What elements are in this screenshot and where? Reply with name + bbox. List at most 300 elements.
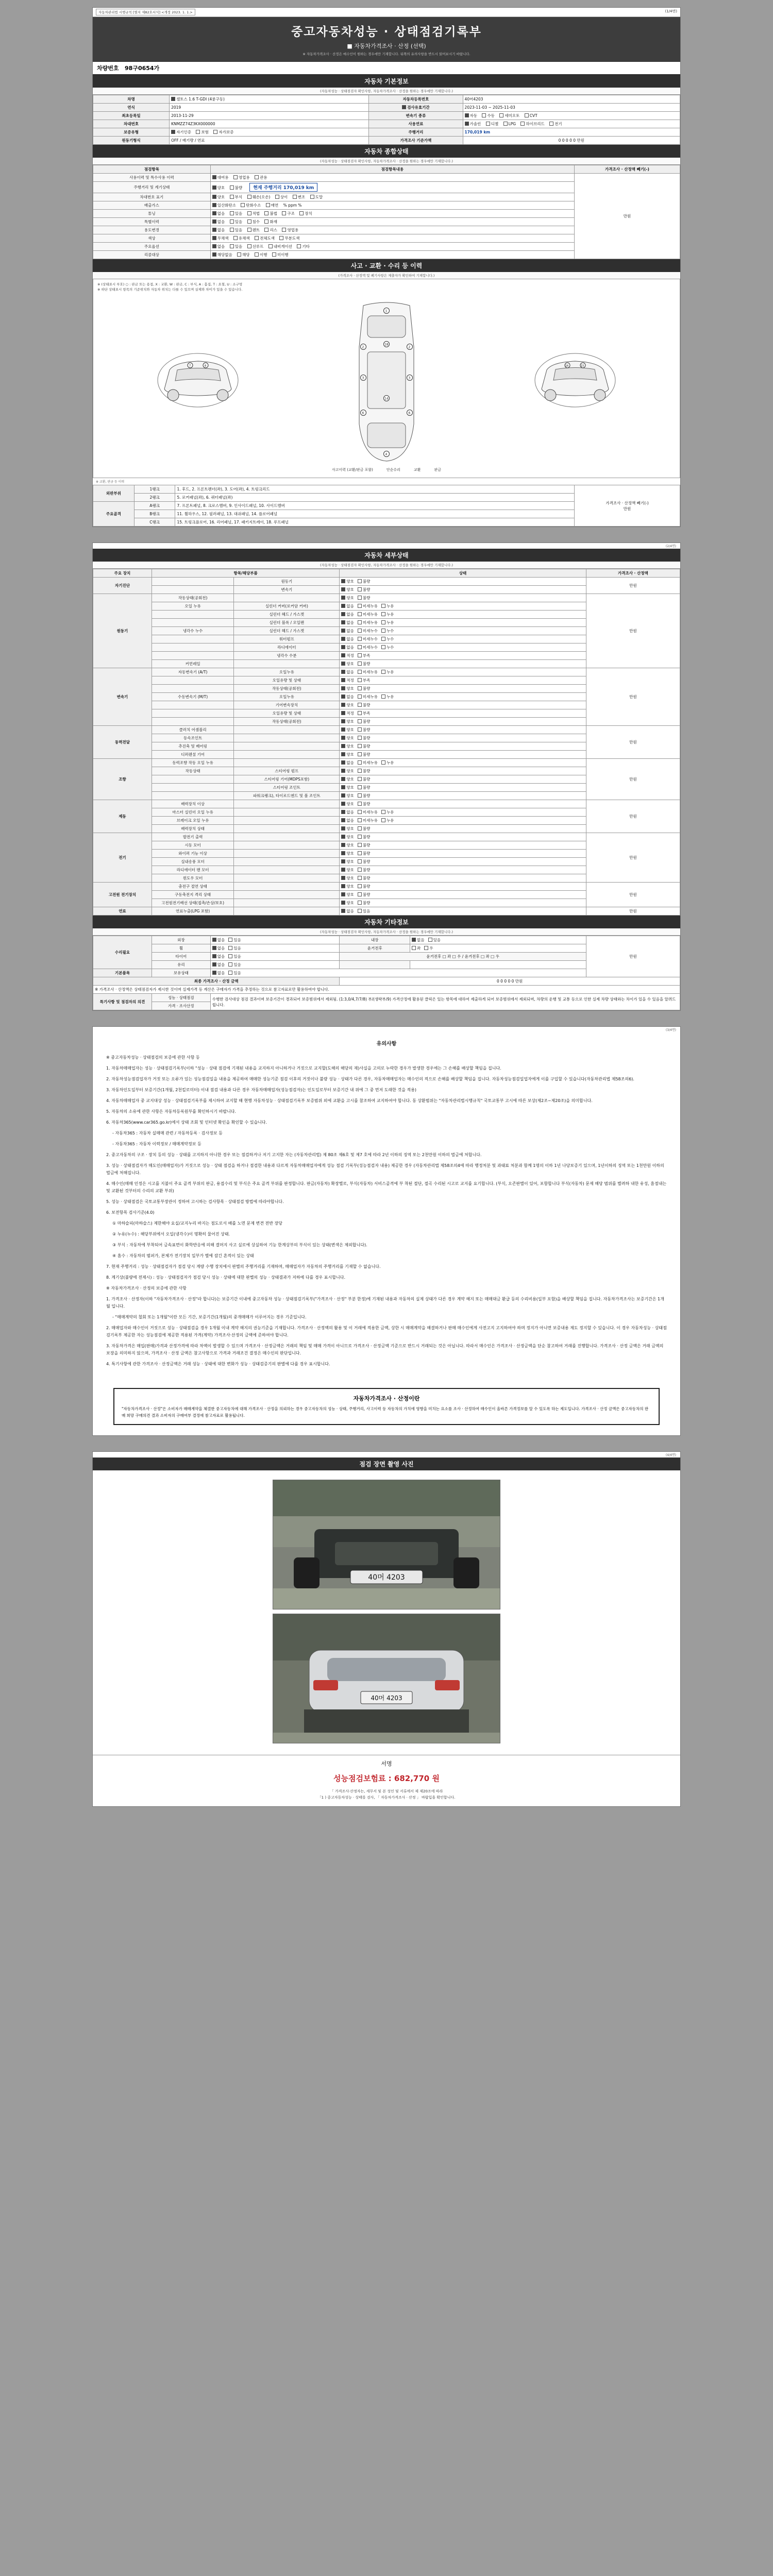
- checkbox-icon[interactable]: [358, 736, 362, 740]
- transmission-auto[interactable]: 자동: [465, 113, 478, 118]
- transmission-manual[interactable]: 수동: [482, 113, 495, 118]
- detail-opt-0-1-0[interactable]: 양호: [341, 587, 354, 592]
- detail-opt-0-0-1[interactable]: 불량: [358, 579, 371, 584]
- detail-item-1-4: 냉각수 누수: [152, 627, 233, 635]
- page-number-4: (4/4면): [665, 1453, 676, 1458]
- tuning-device[interactable]: 장치: [299, 211, 312, 216]
- transmission-semi[interactable]: 세미오토: [499, 113, 519, 118]
- checkbox-icon[interactable]: [358, 719, 362, 723]
- checkbox-icon[interactable]: [341, 818, 345, 822]
- detail-opt-3-0-1[interactable]: 불량: [358, 727, 371, 733]
- checkbox-icon[interactable]: [341, 835, 345, 839]
- checkbox-icon[interactable]: [341, 909, 345, 913]
- checkbox-icon[interactable]: [358, 760, 362, 765]
- detail-opt-1-1-2[interactable]: 누유: [381, 603, 394, 609]
- usechange-biz[interactable]: 영업용: [282, 227, 298, 233]
- detail-opt-1-7-1[interactable]: 부족: [358, 653, 371, 658]
- basic-label-4: 보증유형: [93, 128, 170, 136]
- checkbox-icon[interactable]: [341, 629, 345, 633]
- checkbox-icon[interactable]: [341, 802, 345, 806]
- detail-opt-4-1-1[interactable]: 불량: [358, 768, 371, 774]
- detail-part-2-0: 오일누유: [234, 668, 340, 676]
- fee-value: 682,770 원: [394, 1774, 440, 1784]
- vin-different[interactable]: 상이: [275, 194, 288, 200]
- detail-opt-6-3-1[interactable]: 불량: [358, 859, 371, 865]
- checkbox-icon[interactable]: [341, 645, 345, 649]
- checkbox-icon[interactable]: [358, 835, 362, 839]
- fuel-hybrid[interactable]: 하이브리드: [520, 121, 544, 127]
- overall-row-9-opts: [210, 250, 574, 259]
- detail-opt-1-8-0[interactable]: 양호: [341, 661, 354, 667]
- usechange-yes[interactable]: 있음: [230, 227, 243, 233]
- special-none[interactable]: 없음: [212, 219, 225, 225]
- checkbox-icon[interactable]: [341, 769, 345, 773]
- usechange-lease[interactable]: 리스: [264, 227, 277, 233]
- detail-opt-5-1-0[interactable]: 없음: [341, 809, 354, 815]
- detail-opt-1-6-2[interactable]: 누수: [381, 645, 394, 650]
- checkbox-icon[interactable]: [341, 760, 345, 765]
- overall-row-3-opts: [210, 201, 574, 209]
- detail-opt-3-2-0[interactable]: 양호: [341, 743, 354, 749]
- usechange-rent[interactable]: 렌트: [247, 227, 260, 233]
- color-full-repaint[interactable]: 전체도색: [255, 235, 275, 241]
- detail-part-1-2: 실린더 헤드 / 가스켓: [234, 611, 340, 619]
- detail-opt-1-3-2[interactable]: 누유: [381, 620, 394, 625]
- checkbox-icon[interactable]: [358, 686, 362, 690]
- checkbox-icon[interactable]: [341, 694, 345, 699]
- detail-opt-2-2-1[interactable]: 불량: [358, 686, 371, 691]
- int-none[interactable]: 없음: [412, 937, 425, 943]
- glass-yes[interactable]: 있음: [228, 962, 241, 968]
- track1-left[interactable]: 좌: [412, 945, 421, 951]
- checkbox-icon[interactable]: [358, 587, 362, 591]
- wheel-yes[interactable]: 있음: [228, 945, 241, 951]
- other-minus-cell: 만원: [586, 936, 680, 977]
- detail-opt-1-3-1[interactable]: 미세누유: [358, 620, 378, 625]
- detail-opt-7-1-1[interactable]: 불량: [358, 892, 371, 897]
- detail-opt-3-0-0[interactable]: 양호: [341, 727, 354, 733]
- int-yes[interactable]: 있음: [428, 937, 441, 943]
- checkbox-icon[interactable]: [341, 686, 345, 690]
- checkbox-icon[interactable]: [358, 637, 362, 641]
- checkbox-icon[interactable]: [358, 612, 362, 616]
- detail-opt-5-3-0[interactable]: 양호: [341, 826, 354, 832]
- basicitem-yes[interactable]: 있음: [228, 970, 241, 976]
- checkbox-icon[interactable]: [341, 587, 345, 591]
- checkbox-icon[interactable]: [341, 620, 345, 624]
- checkbox-icon[interactable]: [341, 719, 345, 723]
- detail-opt-2-6-0[interactable]: 양호: [341, 719, 354, 724]
- overall-row-2-name: 차대번호 표기: [93, 193, 211, 201]
- detail-opt-6-1-1[interactable]: 불량: [358, 842, 371, 848]
- checkbox-icon[interactable]: [381, 694, 385, 699]
- detail-opt-4-2-0[interactable]: 양호: [341, 776, 354, 782]
- checkbox-icon[interactable]: [341, 579, 345, 583]
- tuning-structure[interactable]: 구조: [282, 211, 295, 216]
- detail-opt-3-1-0[interactable]: 양호: [341, 735, 354, 741]
- detail-opts-4-0: [340, 759, 586, 767]
- emission-co[interactable]: 일산화탄소: [212, 202, 236, 208]
- detail-opt-4-4-0[interactable]: 양호: [341, 793, 354, 799]
- checkbox-icon[interactable]: [341, 901, 345, 905]
- checkbox-icon[interactable]: [341, 884, 345, 888]
- tuning-illegal[interactable]: 불법: [264, 211, 277, 216]
- fuel-diesel[interactable]: 디젤: [486, 121, 499, 127]
- ext-none[interactable]: 없음: [212, 937, 225, 943]
- detail-part-1-7: 냉각수 수분: [234, 652, 340, 660]
- detail-opt-2-6-1[interactable]: 불량: [358, 719, 371, 724]
- checkbox-icon[interactable]: [358, 892, 362, 896]
- mileage-bad[interactable]: 불량: [230, 185, 243, 191]
- special-fire[interactable]: 화재: [264, 219, 277, 225]
- fuel-lpg[interactable]: LPG: [503, 122, 516, 126]
- option-sunroof[interactable]: 선루프: [247, 244, 264, 249]
- checkbox-icon[interactable]: [358, 703, 362, 707]
- opt-gov[interactable]: 관용: [255, 175, 267, 180]
- color-achromatic[interactable]: 무채색: [212, 235, 229, 241]
- vin-corrosion[interactable]: 부식: [230, 194, 243, 200]
- detail-opt-2-4-0[interactable]: 양호: [341, 702, 354, 708]
- checkbox-icon[interactable]: [358, 678, 362, 682]
- checkbox-icon[interactable]: [358, 744, 362, 748]
- checkbox-icon[interactable]: [381, 620, 385, 624]
- option-yes[interactable]: 있음: [230, 244, 243, 249]
- detail-part-2-3: 오일누유: [234, 693, 340, 701]
- detail-opt-4-3-0[interactable]: 양호: [341, 785, 354, 790]
- vin-erased[interactable]: 도말: [310, 194, 323, 200]
- ext-yes[interactable]: 있음: [228, 937, 241, 943]
- basic-label-0: 차명: [93, 95, 170, 103]
- checkbox-icon[interactable]: [381, 760, 385, 765]
- detail-item-1-7: [152, 652, 233, 660]
- checkbox-icon[interactable]: [358, 810, 362, 814]
- detail-part-1-3: 실린더 블록 / 오일팬: [234, 619, 340, 627]
- detail-opt-4-2-1[interactable]: 불량: [358, 776, 371, 782]
- checkbox-icon[interactable]: [358, 859, 362, 863]
- detail-part-6-1: [234, 841, 340, 850]
- checkbox-icon[interactable]: [381, 612, 385, 616]
- checkbox-icon[interactable]: [358, 620, 362, 624]
- section-other-title-text: 자동차 기타정보: [364, 919, 409, 926]
- detail-opt-7-0-1[interactable]: 불량: [358, 884, 371, 889]
- detail-opt-2-0-0[interactable]: 없음: [341, 669, 354, 675]
- checkbox-icon[interactable]: [381, 604, 385, 608]
- detail-item-2-3: 수동변속기 (M/T): [152, 693, 233, 701]
- detail-opt-6-4-1[interactable]: 불량: [358, 867, 371, 873]
- checkbox-icon[interactable]: [358, 884, 362, 888]
- warranty-self[interactable]: 자기인증: [171, 129, 191, 135]
- checkbox-icon[interactable]: [358, 793, 362, 798]
- detail-minus-2: 만원: [586, 668, 680, 726]
- recall-notdone[interactable]: 미이행: [272, 252, 289, 258]
- checkbox-icon[interactable]: [341, 777, 345, 781]
- detail-opt-2-1-1[interactable]: 부족: [358, 677, 371, 683]
- usechange-none[interactable]: 없음: [212, 227, 225, 233]
- detail-opt-7-0-0[interactable]: 양호: [341, 884, 354, 889]
- table-row: [93, 759, 680, 767]
- checkbox-icon[interactable]: [341, 810, 345, 814]
- detail-part-4-3: 스티어링 조인트: [234, 784, 340, 792]
- recall-na[interactable]: 해당없음: [212, 252, 232, 258]
- detail-opt-6-2-1[interactable]: 불량: [358, 851, 371, 856]
- detail-opt-5-3-1[interactable]: 불량: [358, 826, 371, 832]
- detail-col1: 주요 장치: [93, 569, 152, 578]
- detail-opt-4-0-0[interactable]: 없음: [341, 760, 354, 766]
- detail-opt-7-2-0[interactable]: 양호: [341, 900, 354, 906]
- checkbox-icon[interactable]: [341, 727, 345, 732]
- option-etc[interactable]: 기타: [297, 244, 310, 249]
- detail-opt-6-3-0[interactable]: 양호: [341, 859, 354, 865]
- checkbox-icon[interactable]: [358, 909, 362, 913]
- detail-opt-5-2-2[interactable]: 누유: [381, 818, 394, 823]
- other-item-interior: 내장: [340, 936, 410, 944]
- detail-opt-1-2-2[interactable]: 누유: [381, 612, 394, 617]
- detail-opt-6-5-1[interactable]: 불량: [358, 875, 371, 881]
- detail-opt-1-1-1[interactable]: 미세누유: [358, 603, 378, 609]
- tuning-none[interactable]: 없음: [212, 211, 225, 216]
- detail-opt-2-0-1[interactable]: 미세누유: [358, 669, 378, 675]
- special-yes[interactable]: 있음: [230, 219, 243, 225]
- detail-opt-1-0-1[interactable]: 불량: [358, 595, 371, 601]
- table-row: [93, 103, 680, 111]
- checkbox-icon[interactable]: [358, 645, 362, 649]
- transmission-cvt[interactable]: CVT: [525, 113, 537, 118]
- detail-opt-6-5-0[interactable]: 양호: [341, 875, 354, 881]
- detail-opt-1-3-0[interactable]: 없음: [341, 620, 354, 625]
- checkbox-icon[interactable]: [358, 653, 362, 657]
- detail-opt-1-8-1[interactable]: 불량: [358, 661, 371, 667]
- detail-opt-2-1-0[interactable]: 적정: [341, 677, 354, 683]
- checkbox-icon[interactable]: [341, 752, 345, 756]
- detail-opt-4-1-0[interactable]: 양호: [341, 768, 354, 774]
- detail-opts-1-6: [340, 643, 586, 652]
- fuel-gasoline[interactable]: 가솔린: [465, 121, 481, 127]
- notice-section: [93, 1032, 680, 1381]
- option-none[interactable]: 없음: [212, 244, 225, 249]
- checkbox-icon[interactable]: [341, 711, 345, 715]
- checkbox-icon[interactable]: [341, 892, 345, 896]
- checkbox-icon[interactable]: [358, 670, 362, 674]
- detail-opt-8-0-1[interactable]: 있음: [358, 908, 371, 914]
- basicitem-none[interactable]: 없음: [212, 970, 225, 976]
- detail-opt-4-0-2[interactable]: 누유: [381, 760, 394, 766]
- detail-opt-1-6-0[interactable]: 없음: [341, 645, 354, 650]
- vin-good[interactable]: 양호: [212, 194, 225, 200]
- detail-opt-1-5-1[interactable]: 미세누수: [358, 636, 378, 642]
- checkbox-icon[interactable]: [341, 876, 345, 880]
- notice-list-2: [106, 1151, 667, 1281]
- checkbox-icon[interactable]: [358, 694, 362, 699]
- detail-opt-1-7-0[interactable]: 적정: [341, 653, 354, 658]
- detail-item-0-0: [152, 578, 233, 586]
- detail-opt-1-4-1[interactable]: 미세누수: [358, 628, 378, 634]
- detail-opt-3-1-1[interactable]: 불량: [358, 735, 371, 741]
- detail-opt-1-2-0[interactable]: 없음: [341, 612, 354, 617]
- detail-opt-6-4-0[interactable]: 양호: [341, 867, 354, 873]
- detail-opt-6-2-0[interactable]: 양호: [341, 851, 354, 856]
- detail-opt-4-0-1[interactable]: 미세누유: [358, 760, 378, 766]
- wheel-none[interactable]: 없음: [212, 945, 225, 951]
- detail-opt-1-2-1[interactable]: 미세누유: [358, 612, 378, 617]
- detail-opt-5-0-0[interactable]: 양호: [341, 801, 354, 807]
- checkbox-icon[interactable]: [358, 752, 362, 756]
- checkbox-icon[interactable]: [381, 637, 385, 641]
- checkbox-icon[interactable]: [358, 826, 362, 831]
- detail-opt-0-1-1[interactable]: 불량: [358, 587, 371, 592]
- detail-opt-1-6-1[interactable]: 미세누수: [358, 645, 378, 650]
- checkbox-icon[interactable]: [341, 793, 345, 798]
- detail-opt-2-3-0[interactable]: 없음: [341, 694, 354, 700]
- detail-opt-2-5-1[interactable]: 부족: [358, 710, 371, 716]
- checkbox-icon[interactable]: [341, 670, 345, 674]
- detail-part-7-1: [234, 891, 340, 899]
- color-chromatic[interactable]: 유채색: [233, 235, 250, 241]
- checkbox-icon[interactable]: [341, 868, 345, 872]
- checkbox-icon[interactable]: [358, 662, 362, 666]
- tuning-legal[interactable]: 적법: [247, 211, 260, 216]
- detail-opt-2-0-2[interactable]: 누유: [381, 669, 394, 675]
- form-code: 자동차관리법 시행규칙 [별지 제82호서식] <개정 2023. 1. 1.>: [96, 9, 195, 15]
- detail-opt-2-3-1[interactable]: 미세누유: [358, 694, 378, 700]
- detail-opt-6-1-0[interactable]: 양호: [341, 842, 354, 848]
- detail-opt-0-0-0[interactable]: 양호: [341, 579, 354, 584]
- detail-opt-4-3-1[interactable]: 불량: [358, 785, 371, 790]
- checkbox-icon[interactable]: [381, 810, 385, 814]
- rank-c-parts: 15. 트렁크플로어, 16. 리어패널, 17. 패키지트레이, 18. 루프패널: [175, 518, 575, 527]
- checkbox-icon[interactable]: [341, 785, 345, 789]
- table-row: [93, 485, 680, 494]
- detail-opts-7-1: [340, 891, 586, 899]
- checkbox-icon[interactable]: [358, 777, 362, 781]
- detail-opt-1-5-0[interactable]: 없음: [341, 636, 354, 642]
- checkbox-icon[interactable]: [341, 859, 345, 863]
- emission-hc[interactable]: 탄화수소: [241, 202, 261, 208]
- checkbox-icon[interactable]: [341, 703, 345, 707]
- detail-opt-1-1-0[interactable]: 없음: [341, 603, 354, 609]
- detail-opt-1-4-0[interactable]: 없음: [341, 628, 354, 634]
- checkbox-icon[interactable]: [381, 670, 385, 674]
- tire-yes[interactable]: 있음: [228, 954, 241, 959]
- tuning-yes[interactable]: 있음: [230, 211, 243, 216]
- detail-opt-1-5-2[interactable]: 누수: [381, 636, 394, 642]
- checkbox-icon[interactable]: [341, 678, 345, 682]
- checkbox-icon[interactable]: [341, 826, 345, 831]
- detail-opt-5-1-1[interactable]: 미세누유: [358, 809, 378, 815]
- recall-done[interactable]: 이행: [255, 252, 267, 258]
- other-opts-blank: [410, 961, 586, 969]
- detail-opt-2-2-0[interactable]: 양호: [341, 686, 354, 691]
- checkbox-icon[interactable]: [341, 744, 345, 748]
- glass-none[interactable]: 없음: [212, 962, 225, 968]
- checkbox-icon[interactable]: [358, 843, 362, 847]
- checkbox-icon[interactable]: [358, 868, 362, 872]
- overall-row-8-name: 주요옵션: [93, 242, 211, 250]
- track1-right[interactable]: 우: [424, 945, 433, 951]
- detail-opt-7-1-0[interactable]: 양호: [341, 892, 354, 897]
- option-navigation[interactable]: 내비게이션: [268, 244, 292, 249]
- detail-opt-7-2-1[interactable]: 불량: [358, 900, 371, 906]
- detail-opt-8-0-0[interactable]: 없음: [341, 908, 354, 914]
- checkbox-icon[interactable]: [341, 653, 345, 657]
- detail-opt-2-5-0[interactable]: 적정: [341, 710, 354, 716]
- vin-damaged[interactable]: 훼손(오손): [247, 194, 271, 200]
- checkbox-icon[interactable]: [358, 851, 362, 855]
- checkbox-icon[interactable]: [358, 629, 362, 633]
- detail-opt-5-2-0[interactable]: 없음: [341, 818, 354, 823]
- detail-group-5: 제동: [93, 800, 152, 833]
- checkbox-icon[interactable]: [358, 711, 362, 715]
- detail-opt-1-4-2[interactable]: 누수: [381, 628, 394, 634]
- detail-opts-4-3: [340, 784, 586, 792]
- checkbox-icon[interactable]: [341, 851, 345, 855]
- checkbox-icon[interactable]: [341, 637, 345, 641]
- basic-label2-2: 변속기 종류: [369, 111, 463, 120]
- checkbox-icon[interactable]: [358, 802, 362, 806]
- emission-smoke[interactable]: 매연: [266, 202, 279, 208]
- checkbox-icon[interactable]: [381, 629, 385, 633]
- color-partial-repaint[interactable]: 무분도색: [279, 235, 299, 241]
- checkbox-icon[interactable]: [358, 818, 362, 822]
- overall-header-row: [93, 165, 680, 173]
- detail-opt-2-4-1[interactable]: 불량: [358, 702, 371, 708]
- opt-rental[interactable]: 대여용: [212, 175, 229, 180]
- detail-opt-3-3-0[interactable]: 양호: [341, 752, 354, 757]
- special-flood[interactable]: 침수: [247, 219, 260, 225]
- checkbox-icon[interactable]: [358, 876, 362, 880]
- checkbox-icon[interactable]: [358, 785, 362, 789]
- detail-opt-3-3-1[interactable]: 불량: [358, 752, 371, 757]
- checkbox-icon[interactable]: [341, 604, 345, 608]
- detail-opt-6-0-0[interactable]: 양호: [341, 834, 354, 840]
- checkbox-icon[interactable]: [341, 612, 345, 616]
- checkbox-icon[interactable]: [358, 596, 362, 600]
- tire-none[interactable]: 없음: [212, 954, 225, 959]
- checkbox-icon[interactable]: [358, 901, 362, 905]
- detail-opt-5-2-1[interactable]: 미세누유: [358, 818, 378, 823]
- detail-item-5-2: 브레이크 오일 누유: [152, 817, 233, 825]
- detail-opt-3-2-1[interactable]: 불량: [358, 743, 371, 749]
- detail-col2: 항목/해당부품: [152, 569, 339, 578]
- checkbox-icon[interactable]: [341, 596, 345, 600]
- checkbox-icon[interactable]: [358, 769, 362, 773]
- checkbox-icon[interactable]: [358, 727, 362, 732]
- detail-opt-2-3-2[interactable]: 누유: [381, 694, 394, 700]
- recall-yes[interactable]: 해당: [237, 252, 250, 258]
- checkbox-icon[interactable]: [341, 843, 345, 847]
- detail-opts-3-1: [340, 734, 586, 742]
- vin-altered[interactable]: 변조: [293, 194, 306, 200]
- checkbox-icon[interactable]: [341, 736, 345, 740]
- checkbox-icon[interactable]: [358, 579, 362, 583]
- detail-opt-4-4-1[interactable]: 불량: [358, 793, 371, 799]
- checkbox-icon[interactable]: [381, 818, 385, 822]
- warranty-self2[interactable]: 자가보증: [213, 129, 233, 135]
- fuel-electric[interactable]: 전기: [549, 121, 562, 127]
- page-number-2: (2/4면): [665, 545, 676, 549]
- overall-row-5-name: 특별이력: [93, 217, 211, 226]
- mileage-good[interactable]: 양호: [212, 185, 225, 191]
- detail-opt-1-0-0[interactable]: 양호: [341, 595, 354, 601]
- warranty-ins[interactable]: 보험: [196, 129, 209, 135]
- detail-opt-5-0-1[interactable]: 불량: [358, 801, 371, 807]
- detail-opt-6-0-1[interactable]: 불량: [358, 834, 371, 840]
- checkbox-icon[interactable]: [381, 645, 385, 649]
- opt-business[interactable]: 영업용: [233, 175, 250, 180]
- accident-minus-cell: [574, 485, 680, 527]
- checkbox-icon[interactable]: [341, 662, 345, 666]
- checkbox-icon[interactable]: [358, 604, 362, 608]
- detail-opt-5-1-2[interactable]: 누유: [381, 809, 394, 815]
